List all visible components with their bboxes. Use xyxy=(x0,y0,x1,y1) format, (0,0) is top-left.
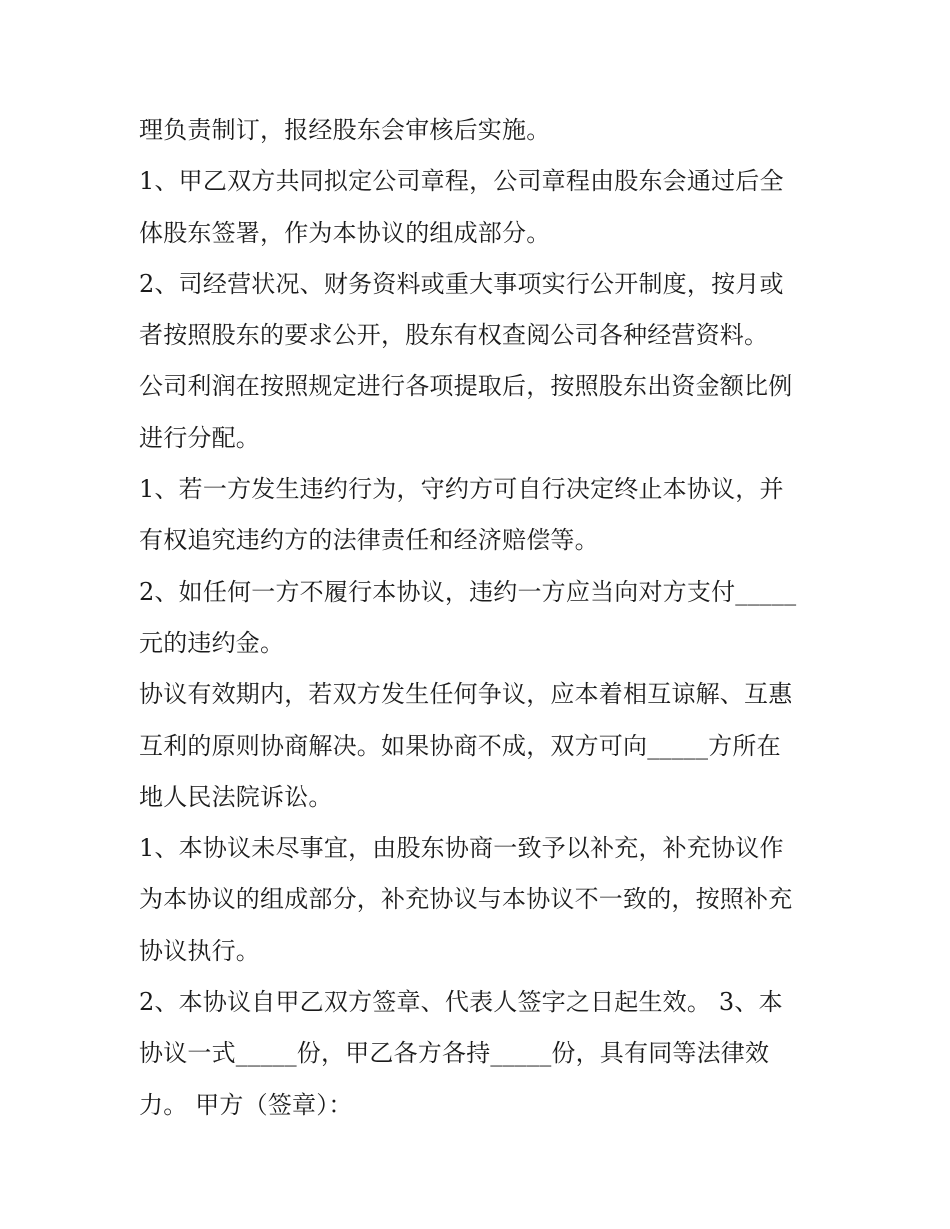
text-line: 协议有效期内，若双方发生任何争议，应本着相互谅解、互惠 xyxy=(139,680,793,709)
text-line: 互利的原则协商解决。如果协商不成，双方可向_____方所在 xyxy=(139,731,781,760)
text-line: 有权追究违约方的法律责任和经济赔偿等。 xyxy=(139,526,599,555)
text-line: 1、若一方发生违约行为，守约方可自行决定终止本协议，并 xyxy=(139,475,784,504)
text-line: 地人民法院诉讼。 xyxy=(139,782,333,811)
text-line: 者按照股东的要求公开，股东有权查阅公司各种经营资料。 xyxy=(139,321,769,350)
text-line: 1、本协议未尽事宜，由股东协商一致予以补充，补充协议作 xyxy=(139,834,784,863)
text-line: 2、司经营状况、财务资料或重大事项实行公开制度，按月或 xyxy=(139,269,784,298)
text-line: 2、如任何一方不履行本协议，违约一方应当向对方支付_____ xyxy=(139,577,797,606)
text-line: 协议一式_____份，甲乙各方各持_____份，具有同等法律效 xyxy=(139,1039,770,1068)
text-line: 为本协议的组成部分，补充协议与本协议不一致的，按照补充 xyxy=(139,885,793,914)
document-body xyxy=(139,105,819,1131)
text-line: 进行分配。 xyxy=(139,423,260,452)
text-line: 协议执行。 xyxy=(139,936,260,965)
text-line: 力。 甲方（签章）： xyxy=(139,1090,353,1119)
text-line: 1、甲乙双方共同拟定公司章程，公司章程由股东会通过后全 xyxy=(139,167,784,196)
text-line: 体股东签署，作为本协议的组成部分。 xyxy=(139,218,551,247)
text-line: 理负责制订，报经股东会审核后实施。 xyxy=(139,116,551,144)
text-line: 2、本协议自甲乙双方签章、代表人签字之日起生效。 3、本 xyxy=(139,988,783,1017)
text-line: 元的违约金。 xyxy=(139,628,285,657)
text-line: 公司利润在按照规定进行各项提取后，按照股东出资金额比例 xyxy=(139,372,793,401)
